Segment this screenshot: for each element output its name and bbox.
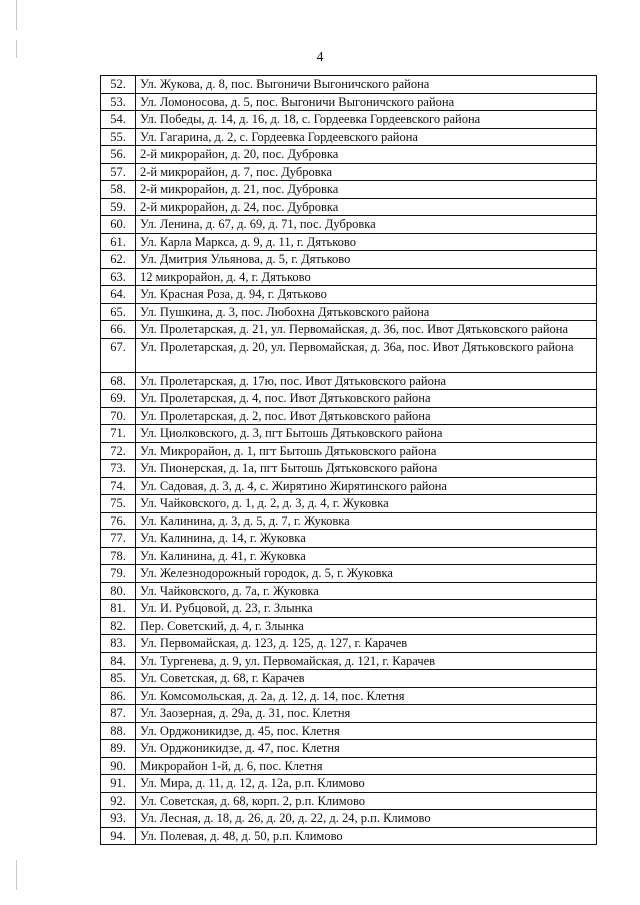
table-row	[101, 146, 597, 164]
row-number: 82.	[101, 617, 136, 635]
table-row	[101, 442, 597, 460]
table-row	[101, 617, 597, 635]
row-number: 61.	[101, 233, 136, 251]
row-number: 59.	[101, 198, 136, 216]
address-cell: Ул. Тургенева, д. 9, ул. Первомайская, д. 121, г. Карачев	[136, 652, 597, 670]
table-row	[101, 198, 597, 216]
address-cell: Ул. Орджоникидзе, д. 45, пос. Клетня	[136, 722, 597, 740]
margin-mark	[16, 0, 17, 30]
row-number: 77.	[101, 530, 136, 548]
row-number: 94.	[101, 827, 136, 845]
row-number: 54.	[101, 111, 136, 129]
row-number: 70.	[101, 407, 136, 425]
row-number: 74.	[101, 477, 136, 495]
address-cell: Ул. Пролетарская, д. 21, ул. Первомайская, д. 36, пос. Ивот Дятьковского района	[136, 321, 597, 339]
row-number: 83.	[101, 635, 136, 653]
row-number: 76.	[101, 512, 136, 530]
table-row	[101, 740, 597, 758]
row-number: 58.	[101, 181, 136, 199]
row-number: 72.	[101, 442, 136, 460]
row-number: 62.	[101, 251, 136, 269]
table-row	[101, 321, 597, 339]
address-cell: 2-й микрорайон, д. 21, пос. Дубровка	[136, 181, 597, 199]
row-number: 69.	[101, 390, 136, 408]
table-row	[101, 233, 597, 251]
table-row	[101, 565, 597, 583]
row-number: 84.	[101, 652, 136, 670]
table-row	[101, 286, 597, 304]
table-row	[101, 425, 597, 443]
address-cell: Ул. Карла Маркса, д. 9, д. 11, г. Дятьково	[136, 233, 597, 251]
table-row	[101, 547, 597, 565]
row-number: 66.	[101, 321, 136, 339]
address-cell: Ул. Гагарина, д. 2, с. Гордеевка Гордеевского района	[136, 128, 597, 146]
row-number: 81.	[101, 600, 136, 618]
address-cell: Пер. Советский, д. 4, г. Злынка	[136, 617, 597, 635]
table-row	[101, 652, 597, 670]
address-cell: Ул. Дмитрия Ульянова, д. 5, г. Дятьково	[136, 251, 597, 269]
row-number: 53.	[101, 93, 136, 111]
table-row	[101, 268, 597, 286]
address-cell: Ул. Заозерная, д. 29а, д. 31, пос. Клетня	[136, 705, 597, 723]
row-number: 75.	[101, 495, 136, 513]
table-row	[101, 722, 597, 740]
address-cell: Ул. Калинина, д. 14, г. Жуковка	[136, 530, 597, 548]
table-row	[101, 687, 597, 705]
table-row	[101, 827, 597, 845]
address-cell: Ул. Пролетарская, д. 2, пос. Ивот Дятьковского района	[136, 407, 597, 425]
row-number: 91.	[101, 775, 136, 793]
address-cell: Ул. Пионерская, д. 1а, пгт Бытошь Дятьковского района	[136, 460, 597, 478]
row-number: 57.	[101, 163, 136, 181]
table-row	[101, 303, 597, 321]
address-table-body	[101, 76, 597, 845]
address-cell: Ул. Пролетарская, д. 4, пос. Ивот Дятьковского района	[136, 390, 597, 408]
address-cell: Ул. Чайковского, д. 1, д. 2, д. 3, д. 4, г. Жуковка	[136, 495, 597, 513]
table-row	[101, 512, 597, 530]
row-number: 67.	[101, 338, 136, 372]
row-number: 73.	[101, 460, 136, 478]
address-cell: Ул. Циолковского, д. 3, пгт Бытошь Дятьковского района	[136, 425, 597, 443]
row-number: 87.	[101, 705, 136, 723]
table-row	[101, 530, 597, 548]
table-row	[101, 810, 597, 828]
address-cell: Ул. Победы, д. 14, д. 16, д. 18, с. Гордеевка Гордеевского района	[136, 111, 597, 129]
address-cell: Ул. Пролетарская, д. 17ю, пос. Ивот Дятьковского района	[136, 372, 597, 390]
table-row	[101, 181, 597, 199]
address-cell: Ул. Калинина, д. 3, д. 5, д. 7, г. Жуковка	[136, 512, 597, 530]
table-row	[101, 775, 597, 793]
address-cell: Ул. Советская, д. 68, г. Карачев	[136, 670, 597, 688]
row-number: 89.	[101, 740, 136, 758]
address-cell: Ул. Садовая, д. 3, д. 4, с. Жирятино Жирятинского района	[136, 477, 597, 495]
table-row	[101, 76, 597, 94]
address-cell: 2-й микрорайон, д. 24, пос. Дубровка	[136, 198, 597, 216]
address-cell: Ул. Ломоносова, д. 5, пос. Выгоничи Выгоничского района	[136, 93, 597, 111]
row-number: 90.	[101, 757, 136, 775]
row-number: 86.	[101, 687, 136, 705]
table-row	[101, 338, 597, 372]
table-row	[101, 390, 597, 408]
address-cell: Ул. Полевая, д. 48, д. 50, р.п. Климово	[136, 827, 597, 845]
row-number: 68.	[101, 372, 136, 390]
table-row	[101, 128, 597, 146]
address-table	[100, 75, 597, 845]
table-row	[101, 600, 597, 618]
address-cell: 12 микрорайон, д. 4, г. Дятьково	[136, 268, 597, 286]
table-row	[101, 792, 597, 810]
address-cell: Ул. Комсомольская, д. 2а, д. 12, д. 14, пос. Клетня	[136, 687, 597, 705]
address-cell: Ул. Ленина, д. 67, д. 69, д. 71, пос. Дубровка	[136, 216, 597, 234]
table-row	[101, 251, 597, 269]
address-cell: Ул. Чайковского, д. 7а, г. Жуковка	[136, 582, 597, 600]
table-row	[101, 635, 597, 653]
address-cell: Ул. Жукова, д. 8, пос. Выгоничи Выгоничского района	[136, 76, 597, 94]
row-number: 88.	[101, 722, 136, 740]
address-cell: Ул. Лесная, д. 18, д. 26, д. 20, д. 22, д. 24, р.п. Климово	[136, 810, 597, 828]
row-number: 78.	[101, 547, 136, 565]
address-cell: Микрорайон 1-й, д. 6, пос. Клетня	[136, 757, 597, 775]
table-row	[101, 757, 597, 775]
row-number: 52.	[101, 76, 136, 94]
address-cell: Ул. Пушкина, д. 3, пос. Любохна Дятьковского района	[136, 303, 597, 321]
address-cell: Ул. Микрорайон, д. 1, пгт Бытошь Дятьковского района	[136, 442, 597, 460]
table-row	[101, 670, 597, 688]
address-cell: Ул. Калинина, д. 41, г. Жуковка	[136, 547, 597, 565]
margin-mark	[16, 860, 17, 890]
row-number: 79.	[101, 565, 136, 583]
address-cell: Ул. И. Рубцовой, д. 23, г. Злынка	[136, 600, 597, 618]
address-cell: 2-й микрорайон, д. 7, пос. Дубровка	[136, 163, 597, 181]
row-number: 92.	[101, 792, 136, 810]
row-number: 85.	[101, 670, 136, 688]
table-row	[101, 111, 597, 129]
table-row	[101, 582, 597, 600]
table-row	[101, 495, 597, 513]
address-cell: Ул. Красная Роза, д. 94, г. Дятьково	[136, 286, 597, 304]
row-number: 60.	[101, 216, 136, 234]
address-cell: 2-й микрорайон, д. 20, пос. Дубровка	[136, 146, 597, 164]
address-cell: Ул. Железнодорожный городок, д. 5, г. Жуковка	[136, 565, 597, 583]
row-number: 55.	[101, 128, 136, 146]
table-row	[101, 477, 597, 495]
row-number: 80.	[101, 582, 136, 600]
row-number: 65.	[101, 303, 136, 321]
table-row	[101, 216, 597, 234]
row-number: 93.	[101, 810, 136, 828]
address-cell: Ул. Мира, д. 11, д. 12, д. 12а, р.п. Климово	[136, 775, 597, 793]
table-row	[101, 372, 597, 390]
table-row	[101, 163, 597, 181]
table-row	[101, 705, 597, 723]
address-cell: Ул. Орджоникидзе, д. 47, пос. Клетня	[136, 740, 597, 758]
row-number: 63.	[101, 268, 136, 286]
page-number: 4	[316, 50, 324, 65]
row-number: 71.	[101, 425, 136, 443]
address-cell: Ул. Первомайская, д. 123, д. 125, д. 127, г. Карачев	[136, 635, 597, 653]
row-number: 64.	[101, 286, 136, 304]
address-cell: Ул. Пролетарская, д. 20, ул. Первомайская, д. 36а, пос. Ивот Дятьковского района	[136, 338, 597, 372]
table-row	[101, 93, 597, 111]
address-cell: Ул. Советская, д. 68, корп. 2, р.п. Климово	[136, 792, 597, 810]
row-number: 56.	[101, 146, 136, 164]
table-row	[101, 460, 597, 478]
table-row	[101, 407, 597, 425]
